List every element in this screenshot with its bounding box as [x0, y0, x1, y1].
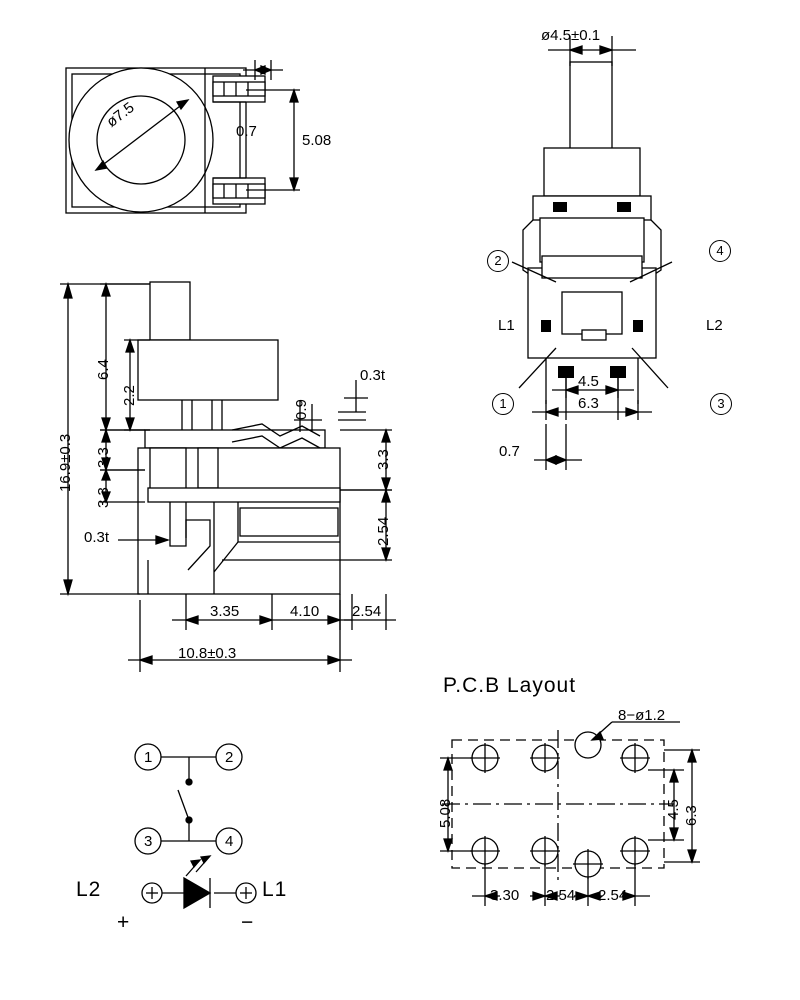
top-view-geometry [66, 60, 300, 213]
circuit-terminal-1: 1 [144, 749, 153, 766]
circuit-polarity-plus: + [117, 911, 131, 934]
pcb-dim-6-3: 6.3 [683, 805, 700, 826]
front-view-pin-3: 3 [710, 393, 732, 415]
circuit-geometry [135, 744, 256, 908]
front-view-plunger-diameter-label: ø4.5±0.1 [541, 27, 601, 44]
top-view-dim-0-7: 0.7 [236, 123, 257, 140]
circuit-led-l2-label: L2 [76, 878, 102, 901]
side-view-dim-0-3t-right: 0.3t [360, 367, 386, 384]
front-view-dim-4-5: 4.5 [578, 373, 599, 390]
pcb-dim-5-08: 5.08 [437, 798, 454, 828]
circuit-polarity-minus: − [241, 911, 255, 934]
top-view-cap-diameter-label: ø7.5 [103, 99, 138, 131]
side-view-dim-2-54-bottom: 2.54 [352, 603, 382, 620]
circuit-led-l1-label: L1 [262, 878, 288, 901]
front-view-pin-1: 1 [492, 393, 514, 415]
side-view-dim-2-54-right: 2.54 [375, 516, 392, 546]
pcb-layout-title: P.C.B Layout [443, 674, 577, 697]
circuit-terminal-2: 2 [225, 749, 234, 766]
front-view-dim-6-3: 6.3 [578, 395, 599, 412]
circuit-terminal-4: 4 [225, 833, 234, 850]
pcb-dim-3-30: 3.30 [490, 887, 520, 904]
front-view-pin-2: 2 [487, 250, 509, 272]
pcb-hole-note: 8−ø1.2 [618, 707, 666, 724]
side-view-dim-3-3-a: 3.3 [95, 447, 112, 468]
side-view-total-height: 16.9±0.3 [57, 433, 74, 492]
pcb-dim-2-54-a: 2.54 [546, 887, 576, 904]
front-view-led-l2: L2 [706, 317, 723, 334]
side-view-dim-0-9: 0.9 [293, 399, 310, 420]
pcb-geometry [437, 722, 700, 906]
side-view-dim-3-3-b: 3.3 [95, 487, 112, 508]
front-view-led-l1: L1 [498, 317, 515, 334]
side-view-dim-0-3t-left: 0.3t [84, 529, 110, 546]
side-view-dim-2-2: 2.2 [121, 385, 138, 406]
circuit-terminal-3: 3 [144, 833, 153, 850]
pcb-dim-2-54-b: 2.54 [598, 887, 628, 904]
side-view-dim-3-35: 3.35 [210, 603, 240, 620]
pcb-dim-4-5: 4.5 [665, 799, 682, 820]
side-view-dim-3-3-right: 3.3 [375, 449, 392, 470]
front-view-pin-4: 4 [709, 240, 731, 262]
top-view-dim-5-08: 5.08 [302, 132, 332, 149]
side-view-dim-4-10: 4.10 [290, 603, 320, 620]
side-view-overall-width: 10.8±0.3 [178, 645, 237, 662]
side-view-dim-6-4: 6.4 [95, 359, 112, 380]
front-view-dim-0-7: 0.7 [499, 443, 520, 460]
